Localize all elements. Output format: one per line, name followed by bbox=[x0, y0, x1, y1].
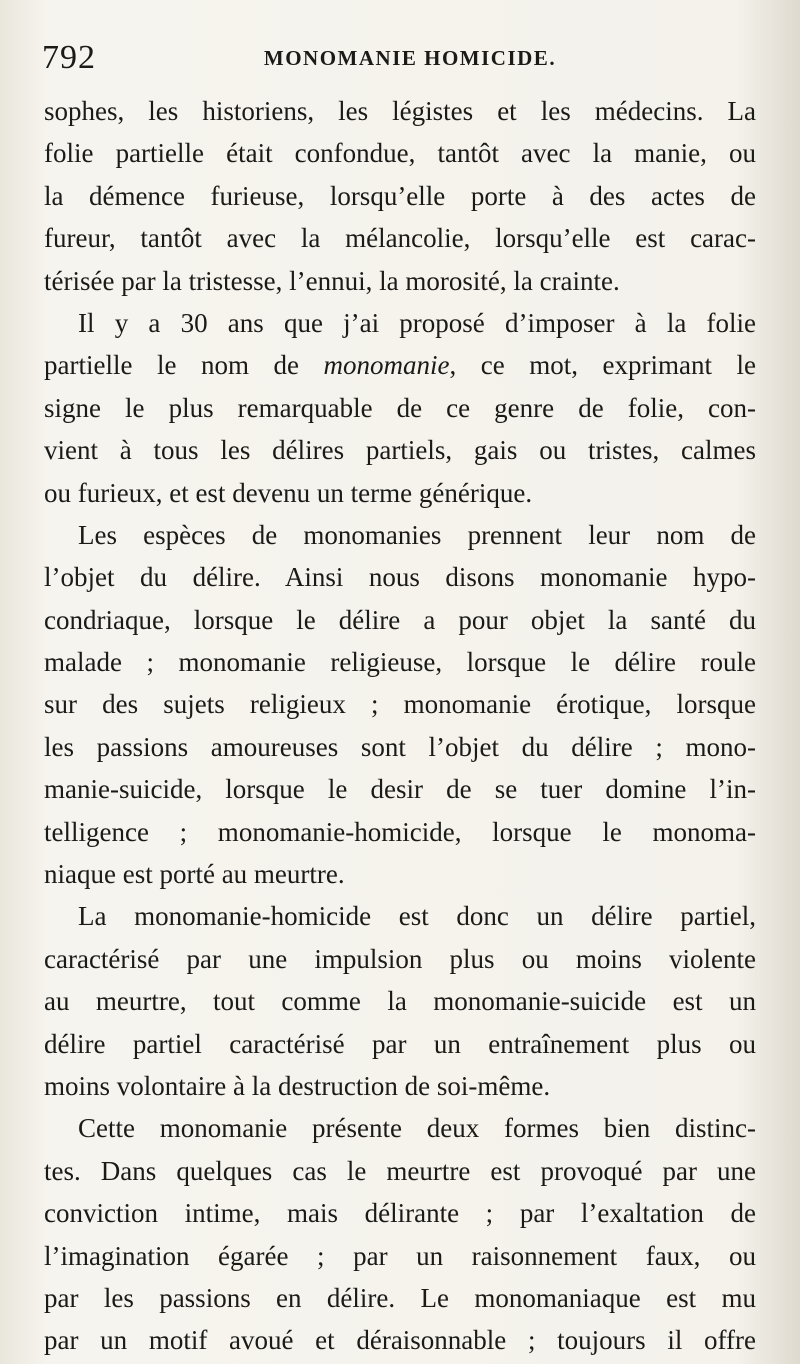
text-line: signe le plus remarquable de ce genre de folie, con- bbox=[44, 392, 756, 423]
text-line bbox=[44, 344, 756, 386]
text-line: l’imagination égarée ; par un raisonnement faux, ou bbox=[44, 1240, 756, 1271]
text-line: caractérisé par une impulsion plus ou moins violente bbox=[44, 943, 756, 974]
body-text bbox=[44, 90, 756, 1362]
text-line: fureur, tantôt avec la mélancolie, lorsqu’elle est carac- bbox=[44, 223, 756, 254]
text-line: tes. Dans quelques cas le meurtre est provoqué par une bbox=[44, 1155, 756, 1186]
text-line: délire partiel caractérisé par un entraînement plus ou bbox=[44, 1028, 756, 1059]
running-head bbox=[40, 38, 780, 78]
text-line: par les passions en délire. Le monomaniaque est mu bbox=[44, 1282, 756, 1313]
italic-term: monomanie bbox=[323, 350, 450, 381]
text-line: conviction intime, mais délirante ; par l’exaltation de bbox=[44, 1198, 756, 1229]
text-line: térisée par la tristesse, l’ennui, la morosité, la crainte. bbox=[44, 265, 620, 296]
text-line: sophes, les historiens, les légistes et les médecins. La bbox=[44, 96, 756, 126]
text-line: malade ; monomanie religieuse, lorsque le délire roule bbox=[44, 647, 756, 678]
text-line: au meurtre, tout comme la monomanie-suicide est un bbox=[44, 986, 756, 1017]
text-line: par un motif avoué et déraisonnable ; toujours il offre bbox=[44, 1325, 756, 1356]
text-line: ou furieux, et est devenu un terme générique. bbox=[44, 477, 533, 508]
text-line: sur des sujets religieux ; monomanie érotique, lorsque bbox=[44, 689, 756, 720]
text-line: condriaque, lorsque le délire a pour objet la santé du bbox=[44, 604, 756, 635]
text-line: les passions amoureuses sont l’objet du délire ; mono- bbox=[44, 731, 756, 762]
running-title: MONOMANIE HOMICIDE. bbox=[263, 46, 557, 70]
text-span: , ce mot, exprimant le bbox=[449, 350, 756, 381]
text-line: niaque est porté au meurtre. bbox=[44, 859, 345, 890]
text-line: Cette monomanie présente deux formes bien distinc- bbox=[78, 1113, 756, 1144]
text-span: partielle le nom de bbox=[44, 350, 324, 381]
text-line: la démence furieuse, lorsqu’elle porte à des actes de bbox=[44, 180, 756, 211]
text-line: La monomanie-homicide est donc un délire partiel, bbox=[78, 901, 756, 932]
text-line: moins volontaire à la destruction de soi-même. bbox=[44, 1070, 551, 1101]
text-line: vient à tous les délires partiels, gais ou tristes, calmes bbox=[44, 435, 756, 466]
text-line: Il y a 30 ans que j’ai proposé d’imposer à la folie bbox=[78, 307, 756, 338]
text-line: l’objet du délire. Ainsi nous disons monomanie hypo- bbox=[44, 562, 756, 593]
page-number: 792 bbox=[42, 39, 96, 76]
text-line: telligence ; monomanie-homicide, lorsque le monoma- bbox=[44, 816, 756, 847]
text-line: folie partielle était confondue, tantôt avec la manie, ou bbox=[44, 138, 756, 169]
text-line: manie-suicide, lorsque le desir de se tuer domine l’in- bbox=[44, 774, 756, 805]
text-line: Les espèces de monomanies prennent leur nom de bbox=[78, 519, 756, 550]
